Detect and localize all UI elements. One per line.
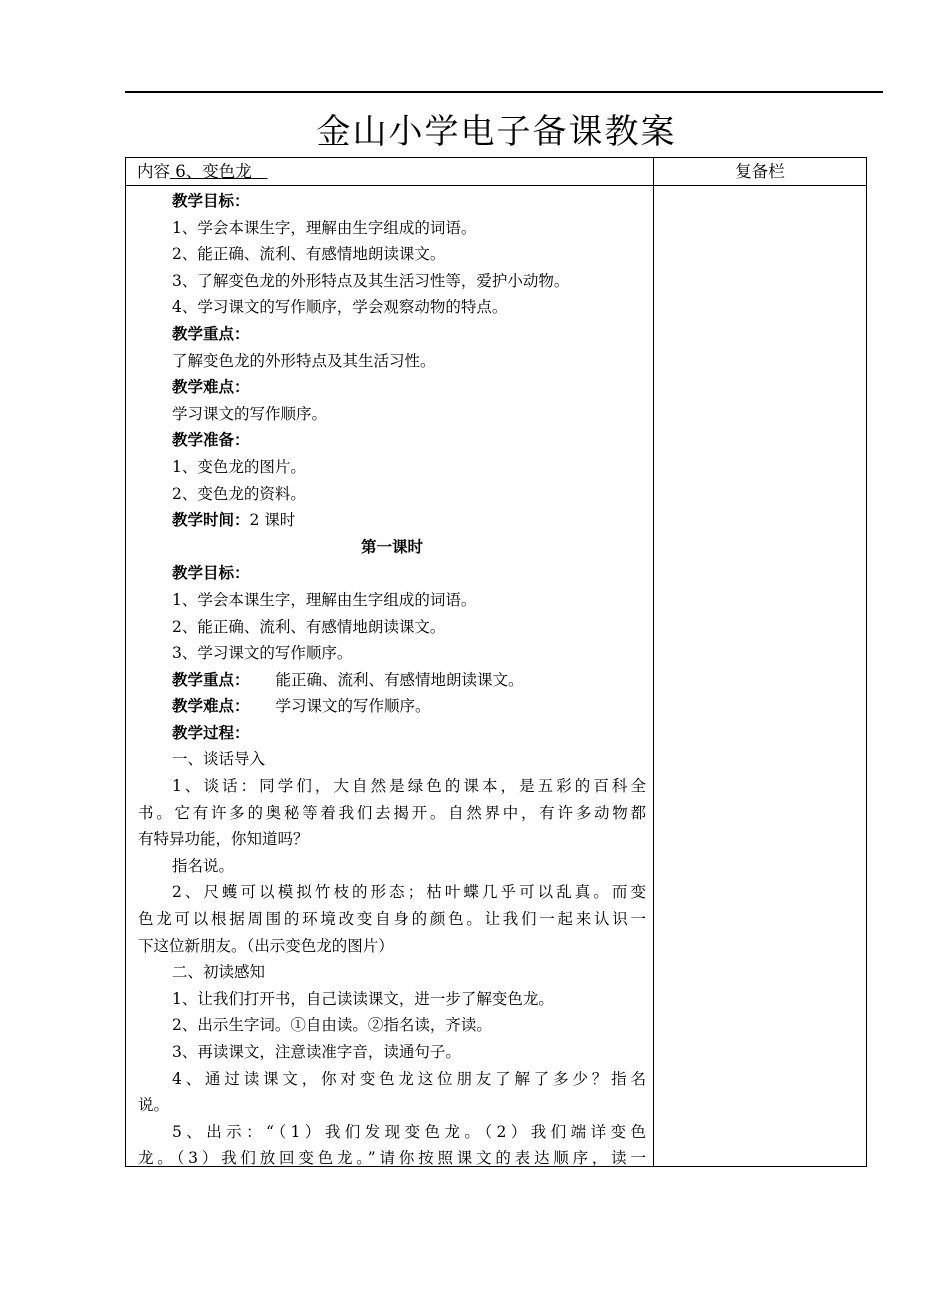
content-header [137, 161, 268, 183]
l1-key-row [138, 667, 646, 694]
paragraph-line: 1、让我们打开书，自己读读课文，进一步了解变色龙。 [172, 989, 554, 1008]
goals-heading: 教学目标： [172, 191, 250, 210]
paragraph-line: 4、通过读课文，你对变色龙这位朋友了解了多少？指名 [172, 1069, 646, 1088]
lesson1-heading: 第一课时 [360, 536, 423, 556]
key-text: 了解变色龙的外形特点及其生活习性。 [172, 351, 436, 370]
goal-item: 2、能正确、流利、有感情地朗读课文。 [172, 245, 446, 264]
goal-item: 3、了解变色龙的外形特点及其生活习性等，爱护小动物。 [172, 271, 570, 290]
l1-goal-item: 2、能正确、流利、有感情地朗读课文。 [172, 617, 446, 636]
l1-difficulty-text: 学习课文的写作顺序。 [275, 697, 431, 716]
l1-key-heading: 教学重点： [172, 669, 250, 689]
content-label: 内容 [137, 162, 170, 181]
prep-item: 1、变色龙的图片。 [172, 457, 306, 476]
review-column-header: 复备栏 [735, 162, 785, 181]
section-heading: 一、谈话导入 [172, 750, 266, 769]
paragraph-line: 下这位新朋友。（出示变色龙的图片） [138, 936, 394, 955]
section-heading: 二、初读感知 [172, 963, 266, 982]
paragraph-line: 指名说。 [172, 856, 235, 875]
process-heading: 教学过程： [172, 722, 250, 742]
difficulty-heading: 教学难点： [172, 377, 250, 397]
l1-difficulty-row [138, 693, 646, 720]
paragraph-line: 色龙可以根据周围的环境改变自身的颜色。让我们一起来认识一 [138, 910, 646, 929]
paragraph-line: 3、再读课文，注意读准字音，读通句子。 [172, 1043, 461, 1061]
paragraph-line: 2、尺蠖可以模拟竹枝的形态；枯叶蝶几乎可以乱真。而变 [172, 883, 646, 902]
goal-item: 4、学习课文的写作顺序，学会观察动物的特点。 [172, 298, 508, 317]
paragraph-line: 2、出示生字词。①自由读。②指名读，齐读。 [172, 1016, 492, 1035]
paragraph-line: 说。 [138, 1096, 170, 1115]
l1-goal-item: 3、学习课文的写作顺序。 [172, 644, 353, 663]
paragraph-line: 5、出示：“（1）我们发现变色龙。（2）我们端详变色 [172, 1122, 646, 1141]
table-header-row [126, 158, 866, 186]
time-heading: 教学时间： [172, 510, 250, 530]
column-divider [653, 158, 654, 1166]
time-value: 2 课时 [249, 511, 296, 530]
key-heading: 教学重点： [172, 323, 250, 343]
l1-difficulty-heading: 教学难点： [172, 696, 250, 716]
prep-item: 2、变色龙的资料。 [172, 484, 306, 503]
lesson-plan-table [125, 157, 867, 1167]
l1-key-text: 能正确、流利、有感情地朗读课文。 [275, 670, 524, 689]
prep-heading: 教学准备： [172, 430, 250, 450]
l1-goal-item: 1、学会本课生字，理解由生字组成的词语。 [172, 590, 477, 609]
l1-goals-heading: 教学目标： [172, 563, 250, 583]
lesson-body [138, 188, 646, 1172]
paragraph-line: 有特异功能，你知道吗？ [138, 830, 309, 849]
paragraph-line: 书。它有许多的奥秘等着我们去揭开。自然界中，有许多动物都 [138, 803, 646, 822]
top-rule [125, 91, 883, 93]
content-value: 6、变色龙 [175, 162, 252, 181]
paragraph-line: 1、谈话：同学们，大自然是绿色的课本，是五彩的百科全 [172, 777, 646, 796]
page-title: 金山小学电子备课教案 [316, 112, 677, 152]
difficulty-text: 学习课文的写作顺序。 [172, 404, 328, 423]
goal-item: 1、学会本课生字，理解由生字组成的词语。 [172, 218, 477, 237]
time-row [138, 507, 646, 534]
paragraph-line: 龙。（3）我们放回变色龙。”请你按照课文的表达顺序，读一 [138, 1149, 646, 1168]
